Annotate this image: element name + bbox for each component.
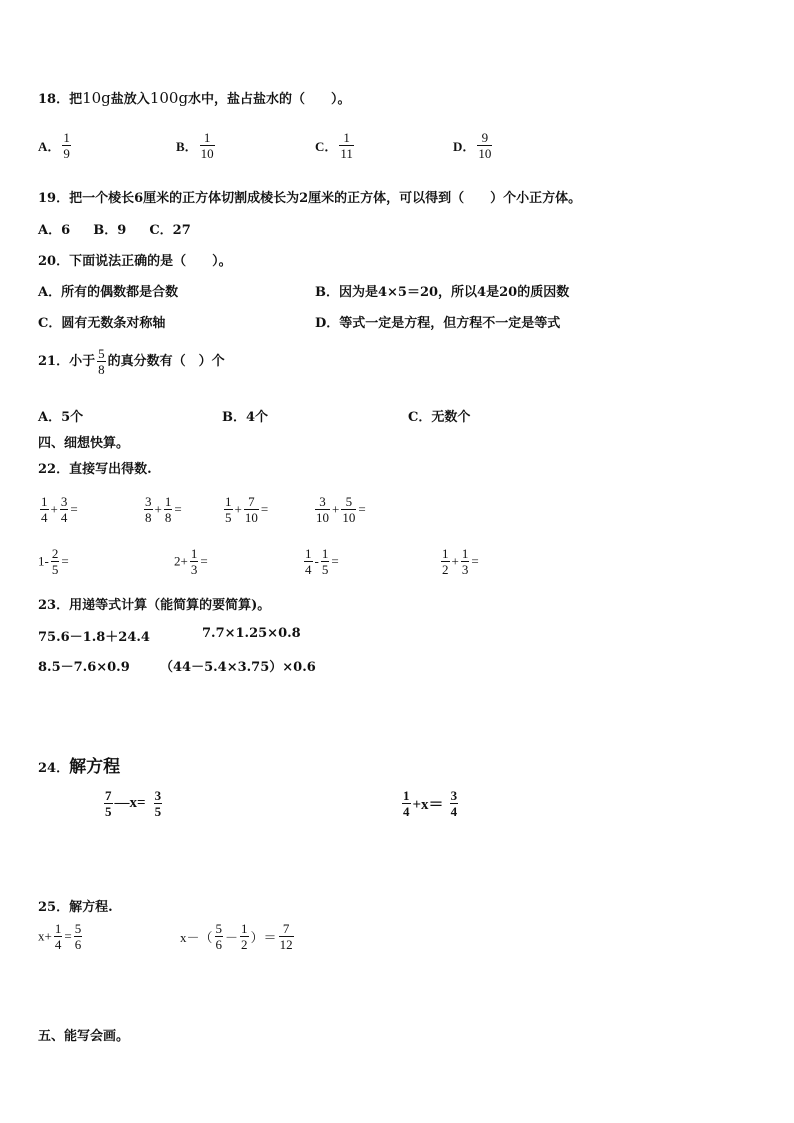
q18-stem: 18．把10g盐放入100g水中，盐占盐水的（ ）。 [38,89,351,107]
section-5-heading: 五、能写会画。 [38,1029,130,1044]
q22-item-3: $\frac{1}{5}$ + $\frac{7}{10}$ = [225,494,269,525]
q25-equation-2: x－（ $\frac{5}{6}$ － $\frac{1}{2}$ ）＝ $\frac{7}{12}$ [180,921,293,952]
q22-item-5: 1- $\frac{2}{5}$ = [38,546,69,577]
q21-option-a[interactable]: A．5个 [38,410,84,425]
q18-option-a[interactable]: A． $\frac{1}{9}$ [38,130,70,161]
q19-stem: 19．把一个棱长6厘米的正方体切割成棱长为2厘米的正方体，可以得到（ ）个小正方体。 [38,191,582,206]
q22-item-1: $\frac{1}{4}$ + $\frac{3}{4}$ = [41,494,78,525]
q19-options [38,219,191,238]
q20-option-a[interactable]: A．所有的偶数都是合数 [38,285,179,300]
q19-option-a[interactable]: A．6 [38,223,71,238]
section-4-heading: 四、细想快算。 [38,436,130,451]
q22-stem: 22．直接写出得数. [38,462,152,477]
q22-item-8: $\frac{1}{2}$ + $\frac{1}{3}$ = [442,546,479,577]
q22-item-2: $\frac{3}{8}$ + $\frac{1}{8}$ = [145,494,182,525]
q25-equation-1: x+ $\frac{1}{4}$ = $\frac{5}{6}$ [38,921,82,952]
q22-item-7: $\frac{1}{4}$ - $\frac{1}{5}$ = [305,546,339,577]
q23-item-4: （44－5.4×3.75）×0.6 [160,660,316,675]
q23-stem: 23．用递等式计算（能简算的要简算)。 [38,598,271,613]
q21-stem: 21．小于 $\frac{5}{8}$ 的真分数有（ ）个 [38,346,225,377]
q23-item-2: 7.7×1.25×0.8 [202,626,301,641]
q25-stem: 25．解方程. [38,900,113,915]
q18-option-d[interactable]: D． $\frac{9}{10}$ [453,130,492,161]
q18-option-b[interactable]: B． $\frac{1}{10}$ [176,130,214,161]
q24-equation-2: $\frac{1}{4}$ +x＝ $\frac{3}{4}$ [403,788,458,819]
q19-option-b[interactable]: B．9 [93,223,127,238]
q22-item-4: $\frac{3}{10}$ + $\frac{5}{10}$ = [316,494,366,525]
q24-equation-1: $\frac{7}{5}$ —x= $\frac{3}{5}$ [105,788,162,819]
q22-item-6: 2+ $\frac{1}{3}$ = [174,546,208,577]
q19-option-c[interactable]: C．27 [149,223,191,238]
q24-heading: 24．解方程 [38,757,121,777]
q23-item-1: 75.6－1.8＋24.4 [38,630,150,645]
q20-stem: 20．下面说法正确的是（ ）。 [38,254,232,269]
q18-option-c[interactable]: C． $\frac{1}{11}$ [315,130,353,161]
q21-option-b[interactable]: B．4个 [222,410,269,425]
q20-option-c[interactable]: C．圆有无数条对称轴 [38,316,166,331]
q23-item-3: 8.5－7.6×0.9 [38,660,130,675]
q21-option-c[interactable]: C．无数个 [408,410,471,425]
q20-option-b[interactable]: B．因为是4×5＝20，所以4是20的质因数 [315,285,570,300]
q20-option-d[interactable]: D．等式一定是方程，但方程不一定是等式 [315,316,561,331]
